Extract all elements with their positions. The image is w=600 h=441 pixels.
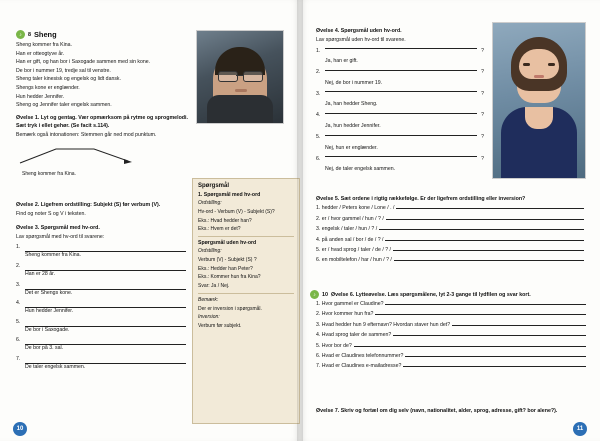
grammar-block1-heading: 1. Spørgsmål med hv-ord: [198, 192, 261, 198]
answer-blank[interactable]: [375, 314, 586, 315]
dialogue-text: [16, 42, 192, 109]
list-item[interactable]: [316, 353, 586, 359]
question-mark: ?: [481, 90, 484, 97]
page-number-left: 10: [13, 422, 27, 436]
item-number: 1.: [316, 47, 321, 54]
item-number: 6.: [16, 337, 21, 344]
item-text: 2. er / hvor gammel / hun / ? /: [316, 215, 384, 222]
example-text: Hedder han Peter?: [210, 265, 253, 272]
answer-row: [316, 80, 484, 86]
item-answer: Ja, han hedder Sheng.: [325, 101, 378, 108]
answer-blank[interactable]: [385, 240, 584, 241]
list-item[interactable]: [16, 244, 186, 258]
grammar-box: [192, 178, 300, 424]
exercise-6-header: [310, 290, 586, 299]
item-number: 6.: [316, 155, 321, 162]
item-text: 6. en mobiltelefon / har / hun / ? /: [316, 257, 392, 264]
list-item[interactable]: [316, 322, 586, 328]
question-blank[interactable]: [325, 48, 477, 50]
photo-sheng: [196, 30, 284, 124]
exercise-6-block: [310, 290, 586, 374]
exercise-6-heading: Øvelse 6. Lytteøvelse. Læs spørgsmålene, lyt 2-3 gange til lydfilen og svar kort.: [331, 291, 531, 298]
list-item[interactable]: [316, 226, 584, 232]
answer-row: [316, 166, 484, 172]
audio-track-number: 8: [28, 31, 31, 38]
list-item[interactable]: [316, 343, 586, 349]
example-text: Hvem er det?: [210, 226, 241, 233]
sheng-section: [16, 30, 192, 177]
list-item[interactable]: [316, 332, 586, 338]
list-item[interactable]: [16, 337, 186, 351]
answer-row: [316, 58, 484, 64]
item-text: 7. Hvad er Claudines e-mailadresse?: [316, 363, 402, 370]
grammar-block1-example-2: [198, 226, 294, 233]
list-item[interactable]: [316, 311, 586, 317]
book-gutter: [297, 0, 303, 441]
grammar-note-text: Der er inversion i spørgsmål.: [198, 305, 262, 312]
list-item[interactable]: [316, 48, 484, 54]
exercise-7-heading: Øvelse 7. Skriv og fortæl om dig selv (navn, nationalitet, alder, sprog, adresse, gift? bor alene?).: [316, 408, 558, 414]
exercise-4-block: [316, 28, 484, 177]
answer-blank[interactable]: [394, 260, 584, 261]
list-item[interactable]: [316, 91, 484, 97]
item-answer: Han er 28 år.: [25, 270, 55, 277]
list-item[interactable]: [316, 257, 584, 263]
item-answer: Sheng kommer fra Kina.: [25, 252, 81, 259]
answer-blank[interactable]: [354, 346, 586, 347]
answer-row: [316, 145, 484, 151]
exercise-7-block: [316, 408, 584, 415]
answer-row: [316, 101, 484, 107]
right-page: [300, 0, 600, 441]
answer-row: [316, 123, 484, 129]
exercise-2-heading: Øvelse 2. Ligefrem ordstilling: Subjekt (S) før verbum (V).: [16, 202, 161, 208]
grammar-block2-rule-label: Ordstilling:: [198, 248, 222, 254]
intonation-caption: Sheng kommer fra Kina.: [22, 171, 76, 178]
list-item[interactable]: [316, 112, 484, 118]
answer-blank[interactable]: [25, 244, 186, 252]
exercise-5-block: [316, 196, 584, 268]
item-answer: Det er Shengs kone.: [25, 289, 73, 296]
grammar-divider: [198, 236, 294, 237]
question-mark: ?: [481, 47, 484, 54]
answer-blank[interactable]: [379, 229, 584, 230]
answer-blank[interactable]: [405, 356, 586, 357]
item-number: 3.: [316, 90, 321, 97]
item-answer: Nej, hun er englænder.: [325, 144, 378, 151]
item-answer: Ja, hun hedder Jennifer.: [325, 123, 381, 130]
dialogue-line: Shengs kone er englænder.: [16, 85, 80, 92]
list-item[interactable]: [316, 69, 484, 75]
page-number-right: 11: [573, 422, 587, 436]
answer-blank[interactable]: [385, 304, 586, 305]
list-item[interactable]: [16, 282, 186, 296]
list-item[interactable]: [316, 216, 584, 222]
question-mark: ?: [481, 155, 484, 162]
example-label: Eks.:: [198, 265, 210, 272]
list-item[interactable]: [16, 319, 186, 333]
list-item[interactable]: [316, 237, 584, 243]
audio-track-number: 10: [322, 291, 328, 298]
grammar-divider: [198, 293, 294, 294]
question-blank[interactable]: [325, 112, 477, 114]
item-number: 4.: [16, 300, 21, 307]
item-answer: De bor i Saxogade.: [25, 326, 70, 333]
item-number: 2.: [16, 262, 21, 269]
item-text: 4. Hvad sprog taler de sammen?: [316, 332, 392, 339]
grammar-block1-example-1: [198, 218, 294, 225]
dialogue-line: Sheng kommer fra Kina.: [16, 42, 72, 48]
dialogue-line: Sheng og Jennifer taler engelsk sammen.: [16, 102, 112, 109]
example-text: Kommer hun fra Kina?: [210, 274, 261, 281]
grammar-block2-heading: Spørgsmål uden hv-ord: [198, 240, 257, 246]
dialogue-line: Han er gift, og han bor i Saxogade sammen med sin kone.: [16, 59, 151, 66]
grammar-block2-rule: Verbum (V) - Subjekt (S) ?: [198, 256, 257, 263]
question-mark: ?: [481, 134, 484, 141]
item-answer: De bor på 3. sal.: [25, 345, 64, 352]
item-number: 1.: [16, 244, 21, 251]
grammar-inversion-text: Verbum før subjekt.: [198, 323, 242, 329]
speaker-header: [16, 30, 192, 39]
item-text: 5. er / hvad sprog / taler / de / ? /: [316, 246, 391, 253]
audio-speaker-icon[interactable]: ♪: [16, 30, 25, 39]
grammar-block1-rule: Hv-ord - Verbum (V) - Subjekt (S)?: [198, 208, 275, 215]
grammar-block2-example-2: [198, 274, 294, 281]
item-text: 3. Hvad hedder hun 9 efternavn? Hvordan staver hun det?: [316, 321, 451, 328]
item-text: 4. på anden sal / bor / de / ? /: [316, 236, 384, 243]
grammar-box-title: Spørgsmål: [198, 183, 230, 189]
example-label: Eks.:: [198, 226, 210, 233]
item-text: 3. engelsk / taler / hun / ? /: [316, 226, 378, 233]
list-item[interactable]: [16, 356, 186, 370]
item-number: 5.: [316, 134, 321, 141]
grammar-inversion-label: Inversion:: [198, 314, 220, 321]
answer-blank[interactable]: [396, 208, 584, 209]
item-answer: Hun hedder Jennifer.: [25, 308, 74, 315]
question-mark: ?: [481, 69, 484, 76]
item-text: 1. Hvor gammel er Claudine?: [316, 301, 384, 307]
list-item[interactable]: [316, 156, 484, 162]
question-blank[interactable]: [325, 91, 477, 93]
answer-blank[interactable]: [403, 366, 586, 367]
list-item[interactable]: [316, 363, 586, 369]
item-answer: Ja, han er gift.: [325, 58, 358, 65]
photo-claudine: [492, 22, 586, 179]
list-item[interactable]: [16, 263, 186, 277]
example-text: Hvad hedder han?: [210, 217, 252, 224]
question-mark: ?: [481, 112, 484, 119]
grammar-block2-answer: Svar: Ja / Nej.: [198, 283, 230, 289]
question-blank[interactable]: [325, 134, 477, 136]
intonation-diagram: [16, 143, 192, 169]
list-item[interactable]: [316, 247, 584, 253]
item-text: 6. Hvad er Claudines telefonnummer?: [316, 352, 404, 359]
item-answer: De taler engelsk sammen.: [25, 363, 86, 370]
example-label: Eks.:: [198, 274, 210, 281]
example-label: Eks.:: [198, 217, 210, 224]
exercise-4-subtext: Lav spørgsmål uden hv-ord til svarene.: [316, 37, 406, 44]
audio-speaker-icon[interactable]: ♪: [310, 290, 319, 299]
answer-blank[interactable]: [393, 335, 586, 336]
dialogue-line: Han er otteogtyve år.: [16, 50, 65, 57]
item-answer: Nej, de taler engelsk sammen.: [325, 166, 396, 173]
exercise-3-list: [16, 244, 186, 370]
item-text: 5. Hvor bor de?: [316, 342, 352, 349]
item-number: 2.: [316, 69, 321, 76]
item-number: 7.: [16, 355, 21, 362]
list-item[interactable]: [316, 134, 484, 140]
dialogue-line: Hun hedder Jennifer.: [16, 93, 65, 100]
exercise-1-subtext: Bemærk også intonationen: Stemmen går ned mod punktum.: [16, 132, 157, 139]
dialogue-line: De bor i nummer 19, tredje sal til venstre.: [16, 67, 111, 74]
list-item[interactable]: [316, 205, 584, 211]
item-number: 3.: [16, 281, 21, 288]
exercise-3-subtext: Lav spørgsmål med hv-ord til svarene:: [16, 234, 105, 241]
exercise-3-heading: Øvelse 3. Spørgsmål med hv-ord.: [16, 224, 100, 231]
item-text: 1. hedder / Peters kone / Lone / . /: [316, 205, 395, 212]
exercise-2-3-block: [16, 202, 186, 375]
answer-blank[interactable]: [25, 300, 186, 308]
answer-blank[interactable]: [25, 356, 186, 364]
answer-blank[interactable]: [25, 319, 186, 327]
grammar-block2-example-1: [198, 266, 294, 273]
answer-blank[interactable]: [452, 325, 586, 326]
dialogue-line: Sheng taler kinesisk og engelsk og lidt dansk.: [16, 76, 121, 83]
item-number: 5.: [16, 318, 21, 325]
list-item[interactable]: [316, 301, 586, 307]
exercise-1-heading: Øvelse 1. Lyt og gentag. Vær opmærksom på rytme og sprogmelodi. Sæt tryk i ellet gehør. (Se facit s.114).: [16, 115, 188, 129]
grammar-block1-rule-label: Ordstilling:: [198, 200, 222, 206]
exercise-5-heading: Øvelse 5. Sæt ordene i rigtig rækkefølge. Er der ligefrem ordstilling eller inversion?: [316, 196, 526, 202]
grammar-note-label: Bemærk:: [198, 296, 219, 303]
item-text: 2. Hvor kommer hun fra?: [316, 311, 374, 318]
answer-blank[interactable]: [25, 282, 186, 290]
question-blank[interactable]: [325, 69, 477, 71]
question-blank[interactable]: [325, 156, 477, 158]
item-answer: Nej, de bor i nummer 19.: [325, 79, 383, 86]
list-item[interactable]: [16, 300, 186, 314]
page-title: Sheng: [34, 30, 57, 39]
exercise-2-subtext: Find og noter S og V i teksten.: [16, 211, 86, 218]
item-number: 4.: [316, 112, 321, 119]
answer-blank[interactable]: [25, 263, 186, 271]
answer-blank[interactable]: [393, 250, 584, 251]
answer-blank[interactable]: [386, 219, 584, 220]
exercise-4-heading: Øvelse 4. Spørgsmål uden hv-ord.: [316, 28, 402, 34]
